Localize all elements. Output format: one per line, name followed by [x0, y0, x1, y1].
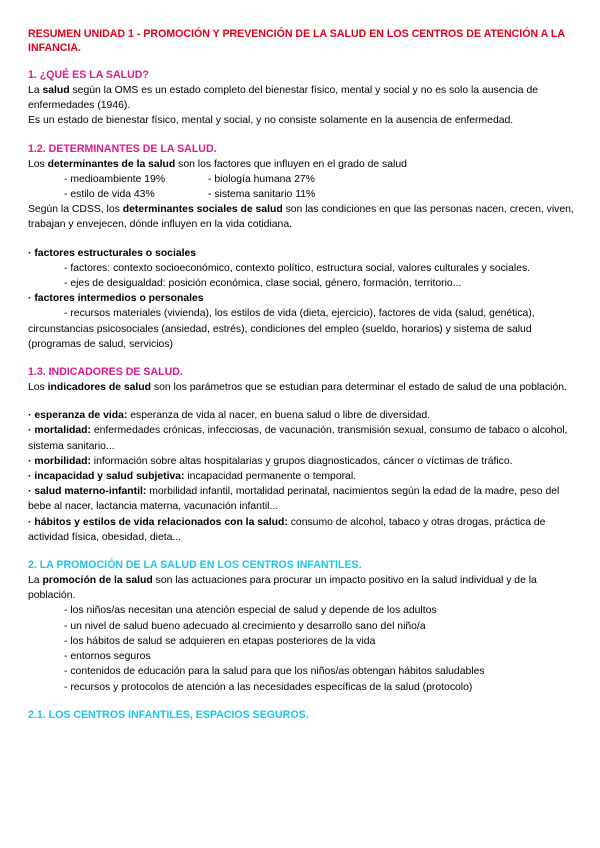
list-item: [28, 469, 576, 484]
list-item: - estilo de vida 43%: [64, 189, 155, 201]
list-item: - ejes de desigualdad: posición económica, clase social, género, formación, territorio...: [64, 278, 462, 290]
text-run: información sobre altas hospitalarias y grupos diagnosticados, cáncer o víctimas de tráfico.: [90, 455, 513, 467]
cdss-paragraph: [28, 202, 576, 232]
section-heading-que-es-salud: 1. ¿QUÉ ES LA SALUD?: [28, 69, 149, 81]
bold-term: · factores estructurales o sociales: [28, 247, 197, 259]
bold-term: salud: [42, 85, 70, 96]
bold-term: · mortalidad:: [28, 425, 91, 437]
salud-paragraph: Es un estado de bienestar físico, mental y social, y no consiste solamente en la ausencia de enfermedad.: [28, 115, 514, 127]
list-item: - sistema sanitario 11%: [208, 189, 316, 201]
document-page: [28, 27, 576, 723]
text-run: son los factores que influyen en el grado de salud: [175, 158, 407, 170]
determinantes-row: [28, 187, 576, 202]
list-item: [28, 484, 576, 514]
section-heading-indicadores: 1.3. INDICADORES DE SALUD.: [28, 366, 183, 379]
list-item: [28, 306, 576, 352]
list-item: - los hábitos de salud se adquieren en etapas posteriores de la vida: [64, 635, 376, 647]
text-run: son las condiciones en que las personas nacen, crecen, viven, trabajan y envejecen, dónde influyen en la vida cotidiana.: [28, 204, 574, 231]
list-item: - entornos seguros: [64, 651, 151, 663]
document-title: RESUMEN UNIDAD 1 - PROMOCIÓN Y PREVENCIÓN DE LA SALUD EN LOS CENTROS DE ATENCIÓN A LA INFANCIA.: [28, 28, 565, 54]
bold-term: determinantes sociales de salud: [122, 204, 283, 216]
bold-term: · morbilidad:: [28, 455, 91, 467]
list-item: - contenidos de educación para la salud para que los niños/as obtengan hábitos saludables: [64, 666, 485, 678]
salud-definition: [28, 83, 576, 113]
list-item: [28, 515, 576, 545]
list-item: [28, 423, 576, 453]
section-heading-determinantes: 1.2. DETERMINANTES DE LA SALUD.: [28, 142, 217, 155]
list-item: - un nivel de salud bueno adecuado al crecimiento y desarrollo sano del niño/a: [64, 620, 426, 632]
bold-term: · incapacidad y salud subjetiva:: [28, 471, 185, 483]
text-run: esperanza de vida al nacer, en buena salud o libre de diversidad.: [127, 410, 431, 422]
bold-term: promoción de la salud: [42, 575, 153, 587]
text-run: según la OMS es un estado completo del bienestar físico, mental y social y no es solo la ausencia de enfermedades (1946).: [28, 85, 539, 112]
promocion-intro: [28, 573, 576, 603]
text-run: - recursos materiales (vivienda), los estilos de vida (dieta, ejercicio), factores de vida (salud, genética), circunstancias psicosociales (ansiedad, estrés), condiciones del empleo (sueldo, horarios) y sistema de salud (programas de salud, servicios): [28, 308, 535, 350]
bold-term: · esperanza de vida:: [28, 410, 128, 422]
text-run: La: [28, 575, 43, 587]
determinantes-intro: [28, 157, 576, 172]
text-run: Los: [28, 382, 48, 394]
text-run: son las actuaciones para procurar un impacto positivo en la salud individual y de la población.: [28, 575, 537, 602]
factores-intermedios-heading: [28, 291, 576, 306]
text-run: enfermedades crónicas, infecciosas, de vacunación, transmisión sexual, consumo de tabaco o alcohol, sistema sanitario...: [28, 425, 568, 452]
indicadores-intro: [28, 380, 576, 395]
section-heading-promocion: 2. LA PROMOCIÓN DE LA SALUD EN LOS CENTROS INFANTILES.: [28, 559, 362, 572]
list-item: [28, 408, 576, 423]
text-run: consumo de alcohol, tabaco y otras drogas, práctica de actividad física, obesidad, dieta...: [28, 516, 546, 543]
list-item: - recursos y protocolos de atención a las necesidades específicas de la salud (protocolo): [64, 681, 473, 693]
bold-term: determinantes de la salud: [47, 158, 176, 170]
text-run: Los: [28, 158, 48, 170]
text-run: incapacidad permanente o temporal.: [184, 471, 357, 483]
list-item: - los niños/as necesitan una atención especial de salud y depende de los adultos: [64, 605, 437, 617]
text-run: morbilidad infantil, mortalidad perinatal, nacimientos según la edad de la madre, peso del bebe al nacer, lactancia materna, vacunación infantil...: [28, 486, 560, 513]
section-heading-centros-seguros: 2.1. LOS CENTROS INFANTILES, ESPACIOS SEGUROS.: [28, 708, 309, 721]
bold-term: · salud materno-infantil:: [28, 486, 147, 498]
text-run: Según la CDSS, los: [28, 204, 123, 216]
list-item: - biología humana 27%: [208, 173, 315, 185]
bold-term: · factores intermedios o personales: [28, 293, 204, 305]
bold-term: indicadores de salud: [47, 382, 151, 394]
list-item: - factores: contexto socioeconómico, contexto político, estructura social, valores culturales y sociales.: [64, 262, 531, 274]
text-run: La: [28, 85, 43, 96]
factores-estructurales-heading: [28, 246, 576, 261]
bold-term: · hábitos y estilos de vida relacionados con la salud:: [28, 516, 288, 528]
text-run: son los parámetros que se estudian para determinar el estado de salud de una población.: [151, 382, 567, 394]
determinantes-row: [28, 172, 576, 187]
list-item: [28, 454, 576, 469]
list-item: - medioambiente 19%: [64, 173, 166, 185]
